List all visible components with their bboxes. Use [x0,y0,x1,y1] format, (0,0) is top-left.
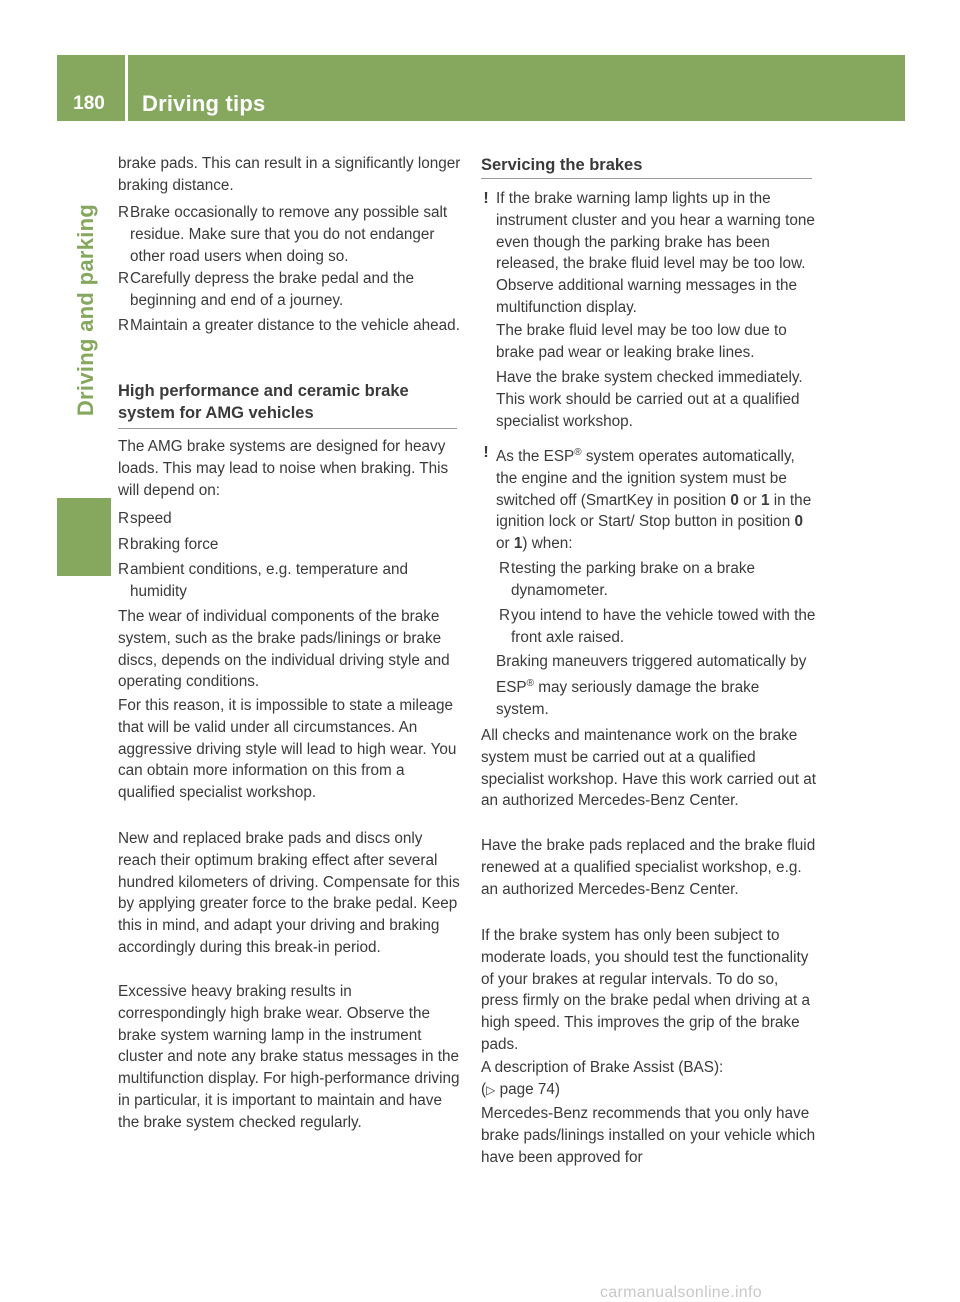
list-item [118,315,463,337]
bullet-icon: R [118,204,130,221]
list-item-text: braking force [130,536,219,553]
section-heading: Servicing the brakes [481,156,643,174]
heading-rule [118,428,457,429]
list-item-text: speed [130,510,172,527]
bullet-icon: R [118,536,130,553]
warning-icon: ! [483,444,489,461]
list-item [499,558,816,602]
bullet-icon: R [118,317,130,334]
warning-text: As the ESP® system operates automatically, the engine and the ignition system must be switched off (SmartKey in position 0 or 1 in the ignition lock or Start/ Stop button in position 0 or 1) when: [496,447,812,553]
list-item-text: Brake occasionally to remove any possible salt residue. Make sure that you do not endanger other road users when doing so. [130,204,448,265]
paragraph: For this reason, it is impossible to state a mileage that will be valid under all circumstances. An aggressive driving style will lead to high wear. You can obtain more information on this from a qualified specialist workshop. [118,697,457,802]
bullet-icon: R [499,560,511,577]
paragraph: All checks and maintenance work on the brake system must be carried out at a qualified specialist workshop. Have this work carried out at an authorized Mercedes-Benz Center. [481,727,816,810]
warning-text: The brake fluid level may be too low due to brake pad wear or leaking brake lines. [496,322,787,361]
section-title: Driving tips [142,91,266,116]
list-item-text: testing the parking brake on a brake dynamometer. [511,560,756,599]
list-item-text: you intend to have the vehicle towed with the front axle raised. [511,607,816,646]
chapter-tab-marker [57,498,111,576]
paragraph: A description of Brake Assist (BAS): [481,1059,724,1076]
arrow-icon: ▷ [486,1083,496,1097]
paragraph: Have the brake pads replaced and the brake fluid renewed at a qualified specialist workshop, e.g. an authorized Mercedes-Benz Center. [481,837,816,898]
list-item-text: Carefully depress the brake pedal and the beginning and end of a journey. [130,270,415,309]
bullet-icon: R [499,607,511,624]
page-number: 180 [73,93,105,114]
section-heading: High performance and ceramic brake system for AMG vehicles [118,382,409,422]
warning-icon: ! [483,190,489,207]
paragraph: If the brake system has only been subject to moderate loads, you should test the functionality of your brakes at regular intervals. To do so, press firmly on the brake pedal when driving at a high speed. This improves the grip of the brake pads. [481,927,811,1053]
watermark: carmanualsonline.info [600,1284,762,1301]
list-item [118,268,463,312]
paragraph: The wear of individual components of the brake system, such as the brake pads/linings or brake discs, depends on the individual driving style and operating conditions. [118,608,450,691]
header-divider [125,55,128,121]
bullet-icon: R [118,561,130,578]
chapter-tab-label: Driving and parking [73,203,98,417]
warning-text: Braking maneuvers triggered automatically by ESP® may seriously damage the brake system. [496,653,807,718]
list-item [118,202,463,267]
cross-reference-link[interactable]: (▷ page 74) [481,1081,560,1098]
bullet-icon: R [118,510,130,527]
list-item [118,534,463,556]
paragraph: Excessive heavy braking results in correspondingly high brake wear. Observe the brake system warning lamp in the instrument cluster and note any brake status messages in the multifunction display. For high-performance driving in particular, it is important to maintain and have the brake system checked regularly. [118,983,460,1131]
list-item [499,605,816,649]
list-item [118,559,448,603]
list-item-text: ambient conditions, e.g. temperature and humidity [130,561,409,600]
paragraph: New and replaced brake pads and discs only reach their optimum braking effect after several hundred kilometers of driving. Compensate for this by applying greater force to the brake pedal. Keep this in mind, and adapt your driving and braking accordingly during this break-in period. [118,830,460,956]
paragraph: Mercedes-Benz recommends that you only have brake pads/linings installed on your vehicle which have been approved for [481,1105,816,1166]
paragraph: The AMG brake systems are designed for heavy loads. This may lead to noise when braking. This will depend on: [118,438,449,499]
list-item-text: Maintain a greater distance to the vehicle ahead. [130,317,460,334]
heading-rule [481,178,812,179]
paragraph: brake pads. This can result in a significantly longer braking distance. [118,155,461,194]
warning-text: Have the brake system checked immediately. This work should be carried out at a qualified specialist workshop. [496,369,803,430]
bullet-icon: R [118,270,130,287]
warning-text: If the brake warning lamp lights up in the instrument cluster and you hear a warning tone even though the parking brake has been released, the brake fluid level may be too low. Observe additional warning messages in the multifunction display. [496,190,815,316]
list-item [118,508,463,530]
